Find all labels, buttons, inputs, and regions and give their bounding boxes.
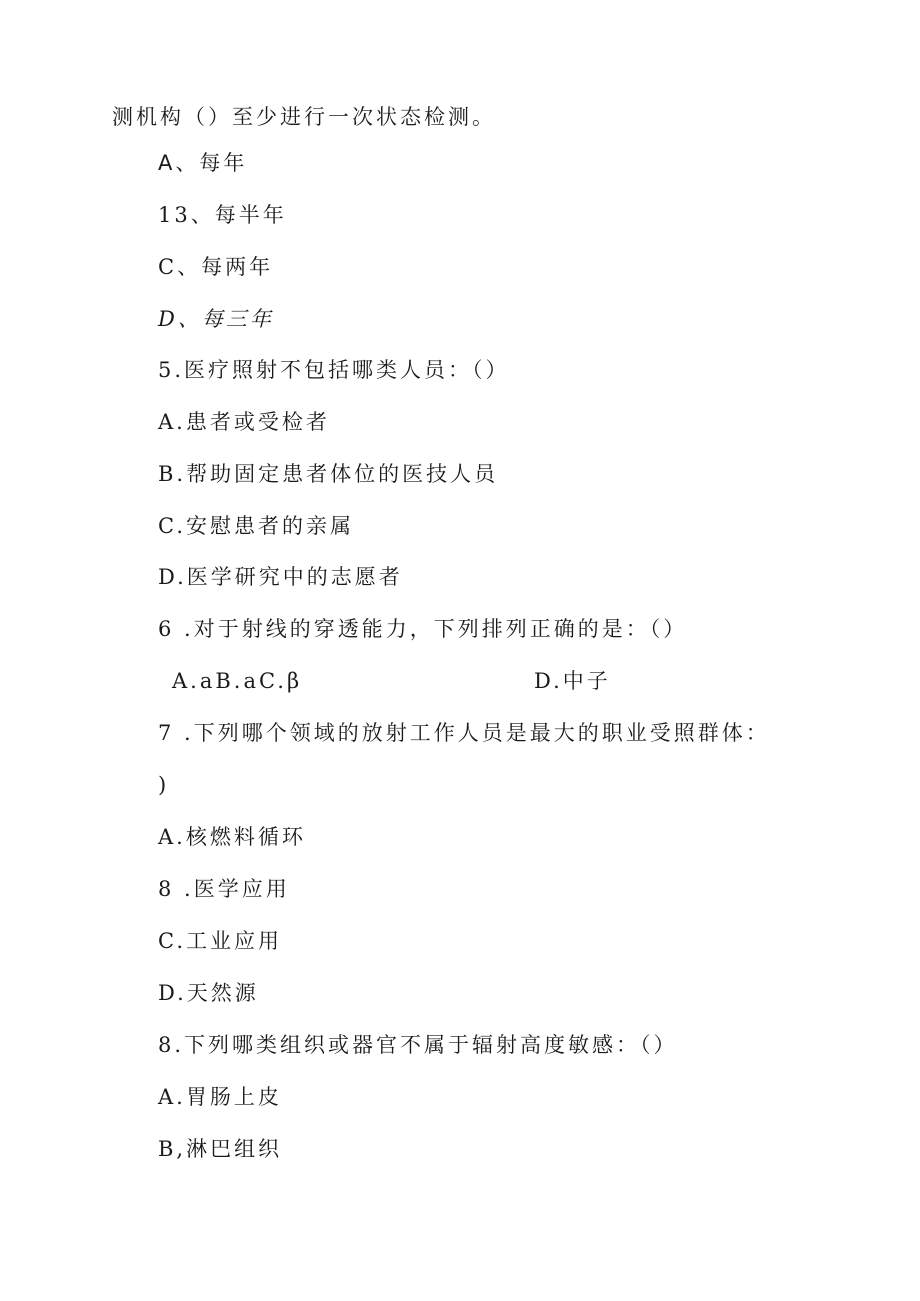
option-d: D.医学研究中的志愿者 (158, 565, 403, 589)
option-d: D.天然源 (158, 981, 259, 1005)
option-a: A.患者或受检者 (158, 410, 330, 434)
question-7: 7 .下列哪个领域的放射工作人员是最大的职业受照群体： (158, 721, 770, 745)
option-b: B.帮助固定患者体位的医技人员 (158, 462, 499, 486)
option-a: A.核燃料循环 (158, 825, 306, 849)
option-abc: A.aB.aC.β (172, 669, 303, 693)
question-4-continuation: 测机构（）至少进行一次状态检测。 (112, 105, 496, 129)
option-d: D.中子 (534, 669, 611, 693)
option-d: D、每三年 (158, 307, 274, 331)
option-c: C.安慰患者的亲属 (158, 514, 354, 538)
question-5: 5.医疗照射不包括哪类人员：（） (158, 358, 510, 382)
option-c: C.工业应用 (158, 929, 282, 953)
option-c: C、每两年 (158, 255, 274, 279)
question-8: 8.下列哪类组织或器官不属于辐射高度敏感：（） (158, 1033, 678, 1057)
question-6: 6 .对于射线的穿透能力，下列排列正确的是：（） (158, 617, 688, 641)
option-b: B,淋巴组织 (158, 1137, 283, 1161)
option-b: 13、每半年 (158, 203, 287, 227)
option-a: A.胃肠上皮 (158, 1085, 282, 1109)
option-a: A、每年 (158, 151, 248, 175)
question-7-wrap: ) (158, 773, 170, 797)
option-b: 8 .医学应用 (158, 877, 290, 901)
